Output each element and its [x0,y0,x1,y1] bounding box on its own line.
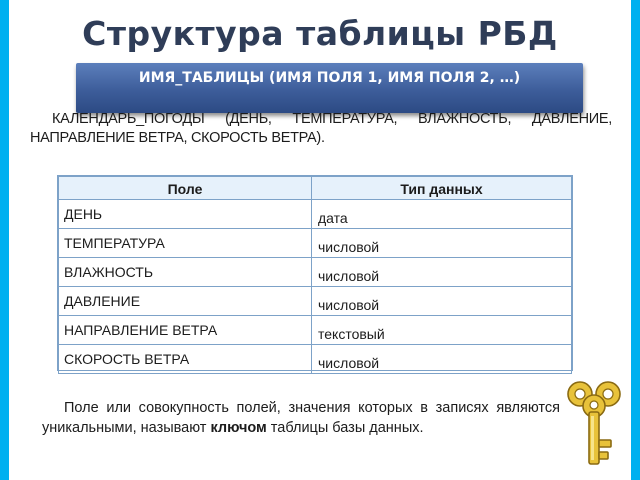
golden-key-icon [560,378,628,470]
table-row [59,229,572,258]
table-row [59,316,572,345]
table-header-row [59,177,572,200]
field-name-cell: НАПРАВЛЕНИЕ ВЕТРА [59,316,312,345]
slide-title: Структура таблицы РБД [82,14,558,53]
data-type-cell: текстовый [312,316,572,345]
data-type-cell: числовой [312,345,572,374]
table-row [59,258,572,287]
table-row [59,200,572,229]
data-type-cell: дата [312,200,572,229]
definition-text-after: таблицы базы данных. [266,420,424,436]
data-type-cell: числовой [312,229,572,258]
header-data-type: Тип данных [312,177,572,200]
example-text: КАЛЕНДАРЬ_ПОГОДЫ (ДЕНЬ, ТЕМПЕРАТУРА, ВЛАЖНОСТЬ, ДАВЛЕНИЕ, НАПРАВЛЕНИЕ ВЕТРА, СКОРОСТЬ ВЕТРА). [30,111,612,146]
header-field: Поле [59,177,312,200]
structure-table [57,175,573,371]
data-type-cell: числовой [312,258,572,287]
syntax-box: ИМЯ_ТАБЛИЦЫ (ИМЯ ПОЛЯ 1, ИМЯ ПОЛЯ 2, …) [76,63,583,113]
definition-keyword: ключом [210,420,267,436]
table-row [59,345,572,374]
field-name-cell: ВЛАЖНОСТЬ [59,258,312,287]
field-name-cell: ТЕМПЕРАТУРА [59,229,312,258]
key-definition [42,398,560,438]
table-row [59,287,572,316]
field-name-cell: ДАВЛЕНИЕ [59,287,312,316]
right-accent-stripe [631,0,640,480]
field-name-cell: ДЕНЬ [59,200,312,229]
field-name-cell: СКОРОСТЬ ВЕТРА [59,345,312,374]
left-accent-stripe [0,0,9,480]
definition-text-before: Поле или совокупность полей, значения которых в записях являются уникальными, называют [42,400,560,436]
data-type-cell: числовой [312,287,572,316]
